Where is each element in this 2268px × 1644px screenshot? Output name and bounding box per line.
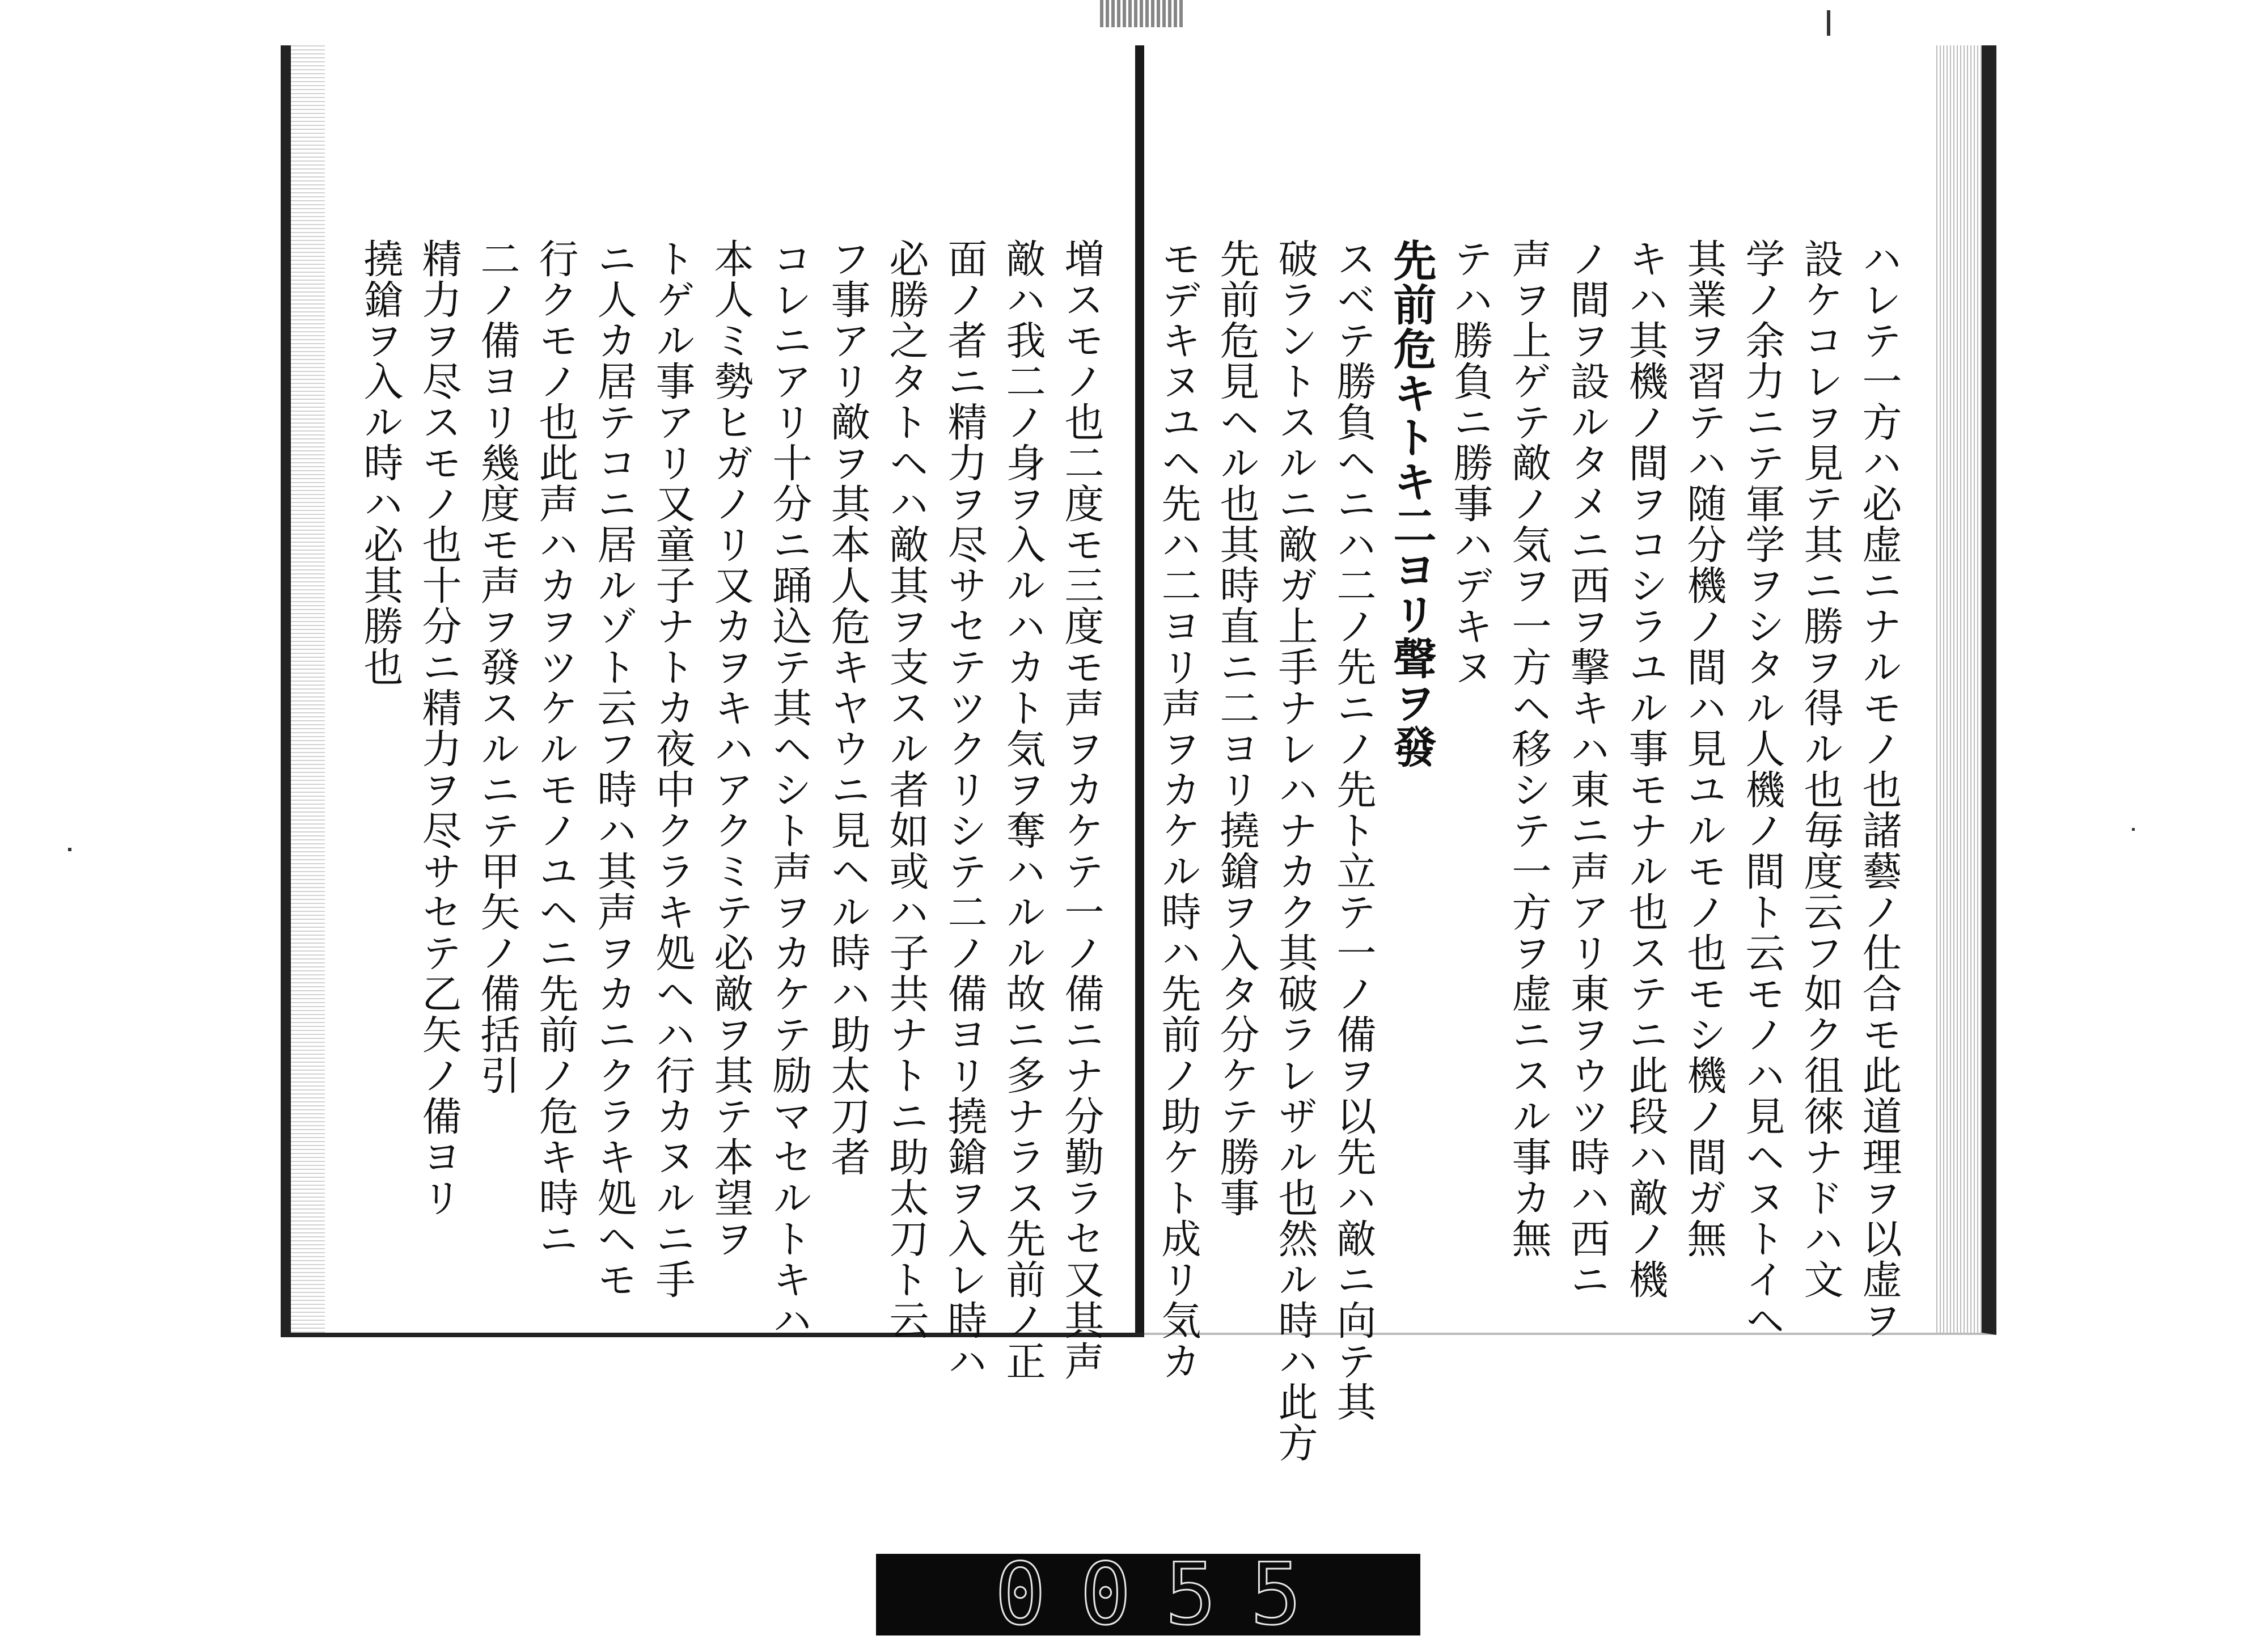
text-column: 先前危見ヘル也其時直ニ二ヨリ撓鎗ヲ入タ分ケテ勝事 — [1213, 238, 1260, 1218]
scan-speck — [68, 848, 71, 851]
text-column: 二ノ備ヨリ幾度モ声ヲ發スルニテ甲矢ノ備括引 — [474, 238, 521, 1096]
right-page-text — [1155, 238, 1908, 1463]
left-page-text — [357, 238, 1110, 1381]
text-column: スベテ勝負ヘニハ二ノ先ニノ先ト立テ一ノ備ヲ以先ハ敵ニ向テ其 — [1330, 238, 1377, 1422]
text-column: 其業ヲ習テハ随分機ノ間ハ見ユルモノ也モシ機ノ間ガ無 — [1681, 238, 1727, 1259]
text-column: 精力ヲ尽スモノ也十分ニ精力ヲ尽サセテ乙矢ノ備ヨリ — [416, 238, 462, 1218]
text-column: 声ヲ上ゲテ敵ノ気ヲ一方ヘ移シテ一方ヲ虚ニスル事カ無 — [1505, 238, 1552, 1259]
text-column: キハ其機ノ間ヲコシラユル事モナル也ステニ此段ハ敵ノ機 — [1622, 238, 1669, 1300]
text-column: 行クモノ也此声ハカヲツケルモノユヘニ先前ノ危キ時ニ — [532, 238, 579, 1259]
text-column: コレニアリ十分ニ踊込テ其ヘシト声ヲカケテ励マセルトキハ — [766, 238, 813, 1341]
text-column: 撓鎗ヲ入ル時ハ必其勝也 — [357, 238, 404, 687]
page-edge-shading — [1936, 45, 1982, 1333]
text-column: 面ノ者ニ精力ヲ尽サセテツクリシテ二ノ備ヨリ撓鎗ヲ入レ時ハ — [941, 238, 988, 1381]
text-column: 敵ハ我二ノ身ヲ入ルハカト気ヲ奪ハルル故ニ多ナラス先前ノ正 — [1000, 238, 1046, 1381]
text-column: トゲル事アリ又童子ナトカ夜中クラキ処ヘハ行カヌルニ手 — [649, 238, 696, 1300]
text-column: 設ケコレヲ見テ其ニ勝ヲ得ル也毎度云フ如ク徂徠ナドハ文 — [1797, 238, 1844, 1300]
left-page — [281, 45, 1144, 1381]
text-column: モデキヌユヘ先ハ二ヨリ声ヲカケル時ハ先前ノ助ケト成リ気カ — [1155, 238, 1201, 1381]
binding-top-edge — [1100, 0, 1185, 27]
text-column: フ事アリ敵ヲ其本人危キヤウニ見ヘル時ハ助太刀者 — [824, 238, 871, 1177]
scan-speck — [1827, 10, 1830, 36]
text-column: 破ラントスルニ敵ガ上手ナレハナカク其破ラレザル也然ル時ハ此方 — [1272, 238, 1318, 1463]
text-column: ノ間ヲ設ルタメニ西ヲ撃キハ東ニ声アリ東ヲウツ時ハ西ニ — [1564, 238, 1610, 1300]
section-heading: 先前危キトキ二ヨリ聲ヲ發 — [1386, 238, 1437, 769]
gutter-shadow — [1135, 45, 1144, 1333]
microfilm-frame-counter — [876, 1545, 1420, 1644]
text-column: 必勝之タトヘハ敵其ヲ支スル者如或ハ子共ナトニ助太刀ト云 — [883, 238, 929, 1341]
page-edge-shading — [291, 45, 325, 1333]
text-column: テハ勝負ニ勝事ハデキヌ — [1447, 238, 1493, 687]
text-column: ニ人カ居テコニ居ルゾト云フ時ハ其声ヲカニクラキ処ヘモ — [591, 238, 637, 1300]
scan-speck — [2132, 828, 2135, 831]
right-page — [1131, 45, 1996, 1463]
text-column: 本人ミ勢ヒガノリ又カヲキハアクミテ必敵ヲ其テ本望ヲ — [708, 238, 754, 1259]
text-column: 増スモノ也二度モ三度モ声ヲカケテ一ノ備ニナ分勤ラセ又其声 — [1058, 238, 1105, 1381]
text-column: ハレテ一方ハ必虚ニナルモノ也諸藝ノ仕合モ此道理ヲ以虚ヲ — [1856, 238, 1902, 1341]
frame-number: 0055 — [995, 1545, 1336, 1644]
text-column: 学ノ余力ニテ軍学ヲシタル人機ノ間ト云モノハ見ヘヌトイヘ — [1739, 238, 1785, 1341]
